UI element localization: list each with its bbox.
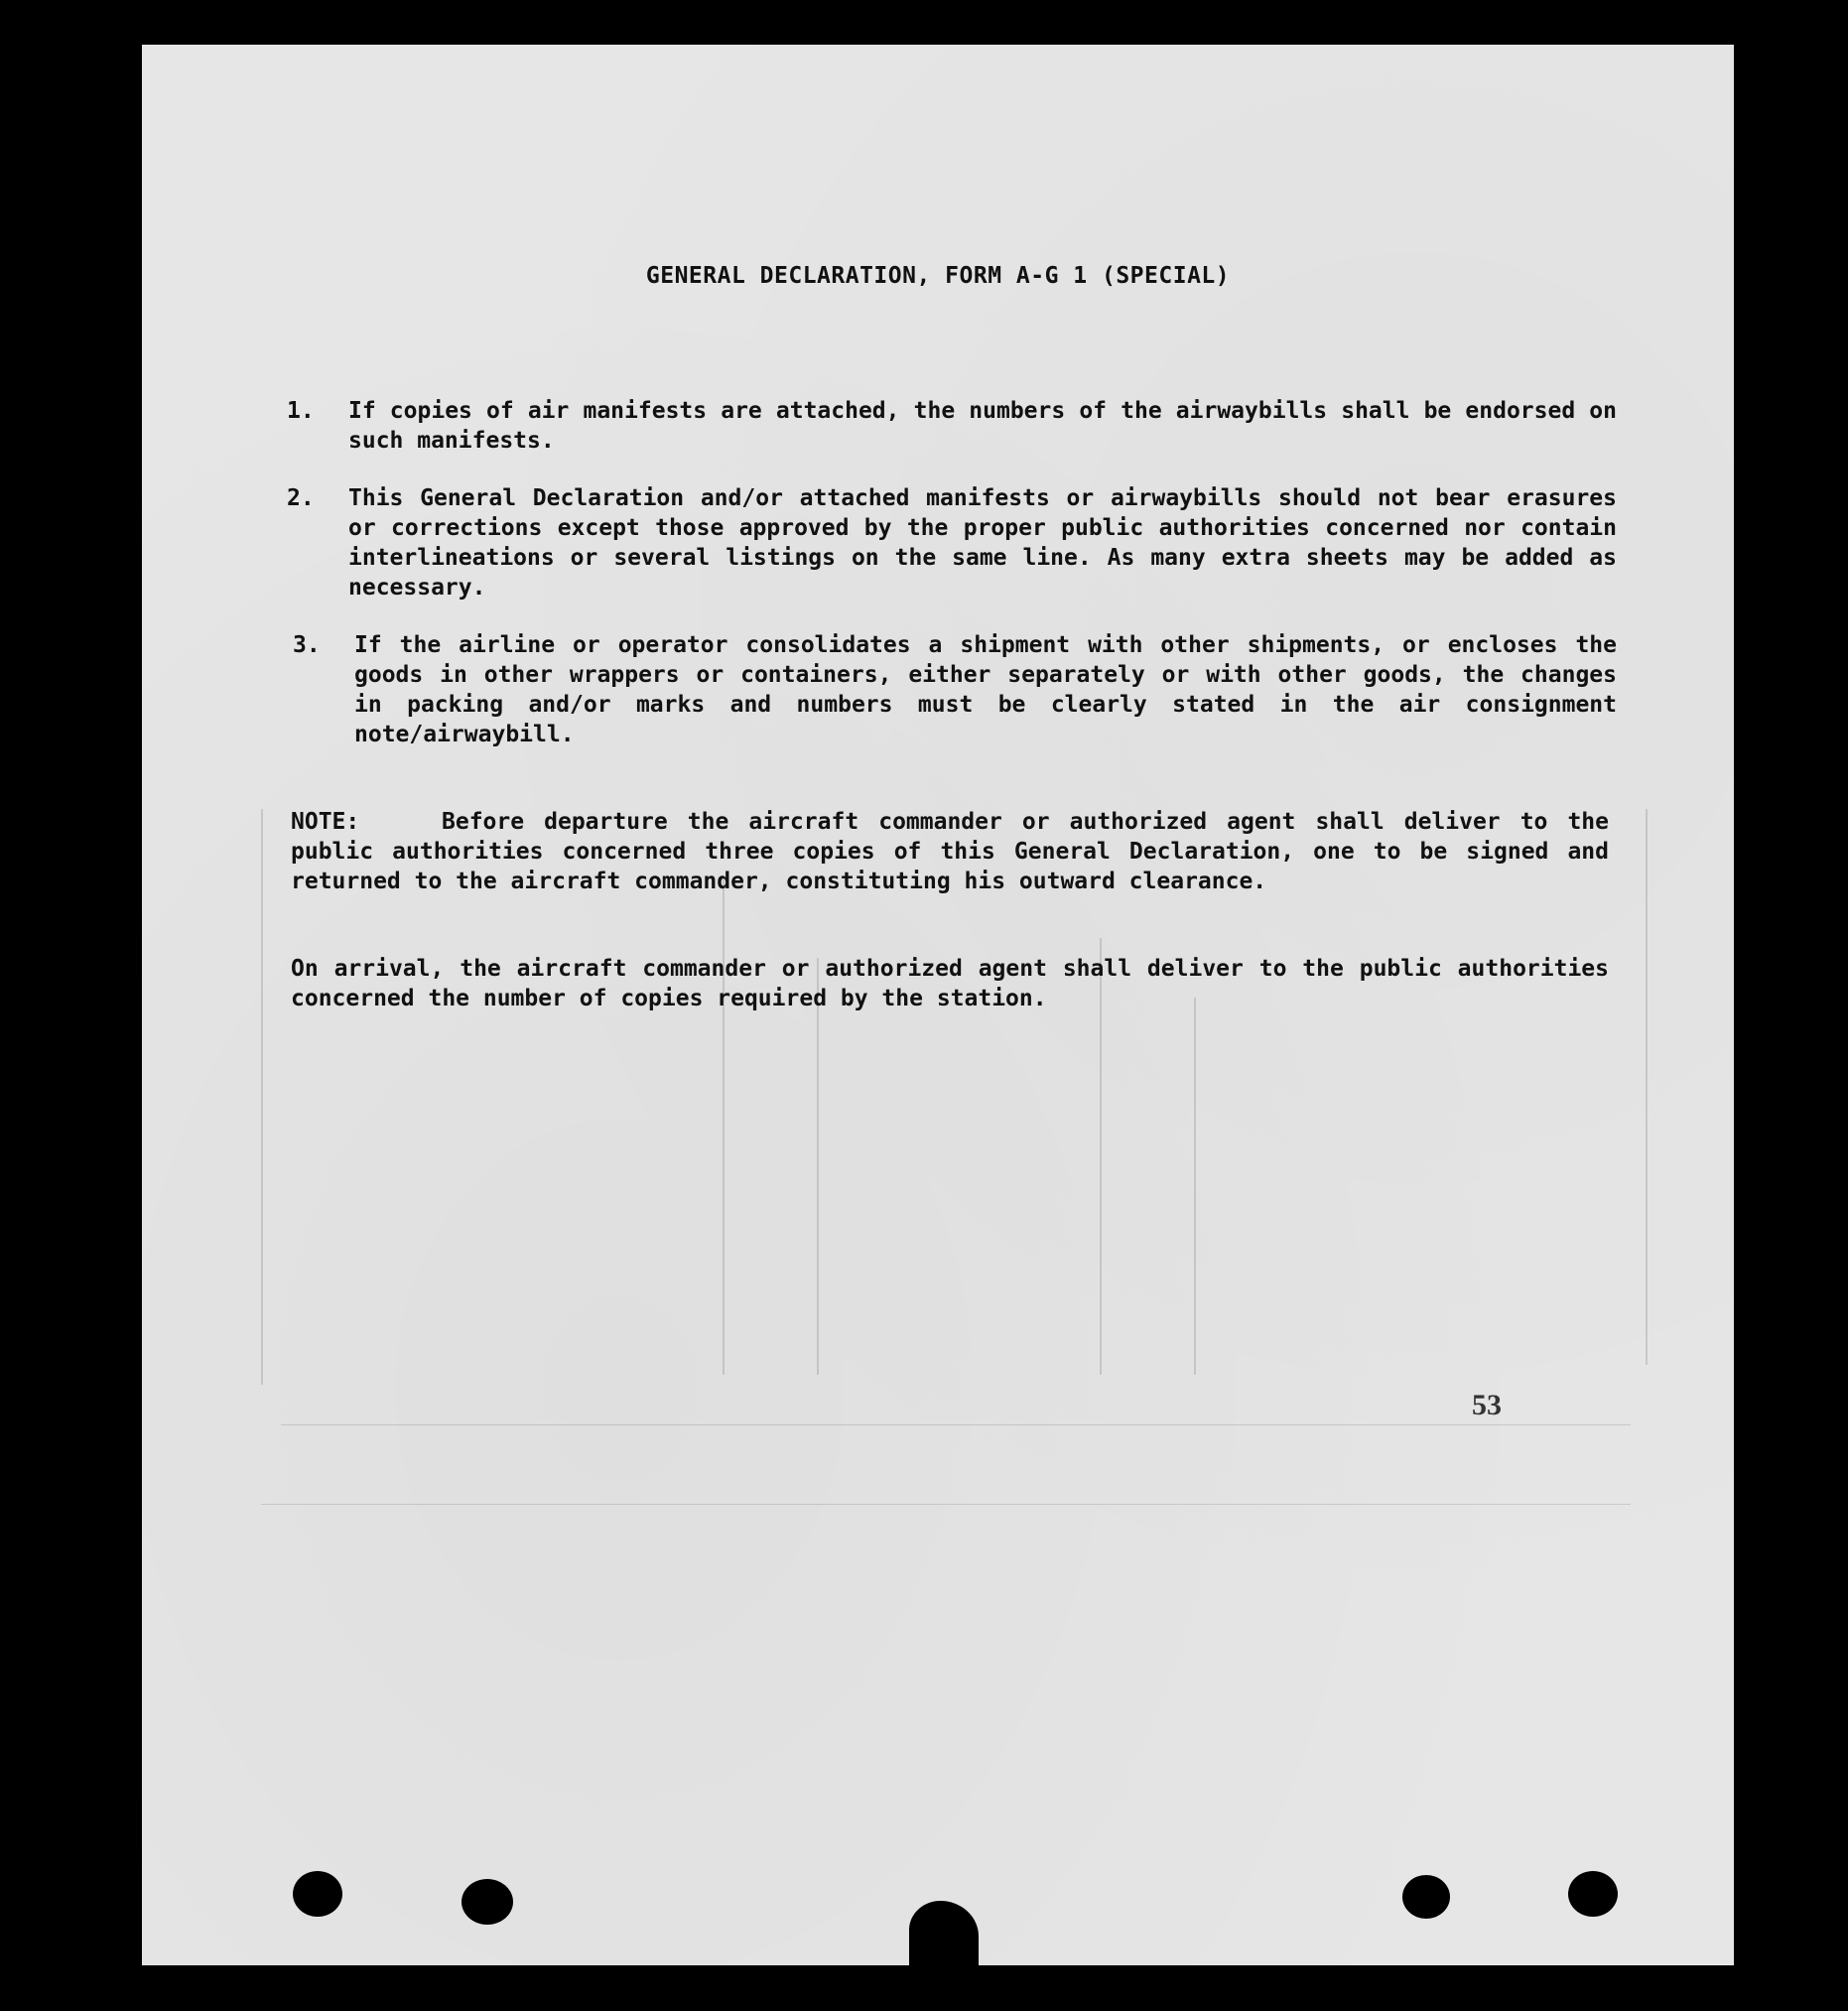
show-through-line [261, 1504, 1631, 1505]
show-through-line [281, 1424, 1631, 1425]
list-item-number: 2. [287, 485, 315, 511]
binder-hole [462, 1879, 513, 1925]
note-text: Before departure the aircraft commander or authorized agent shall deliver to the public authorities concerned three copies of this General Declaration, one to be signed and returned to the aircraft commander, constituting his outward clearance. [291, 809, 1609, 894]
show-through-line [817, 958, 819, 1375]
note-paragraph [291, 807, 1609, 896]
binder-hole [293, 1871, 342, 1917]
list-item-text: If copies of air manifests are attached, the numbers of the airwaybills shall be endorsed on such manifests. [348, 398, 1617, 454]
arrival-paragraph: On arrival, the aircraft commander or authorized agent shall deliver to the public authorities concerned the number of copies required by the station. [291, 956, 1609, 1011]
document-page [142, 45, 1734, 1965]
binder-hole [1568, 1871, 1618, 1917]
binder-hole [909, 1901, 979, 1965]
list-item [287, 396, 1617, 456]
page-title: GENERAL DECLARATION, FORM A-G 1 (SPECIAL) [645, 263, 1231, 289]
binder-hole [1402, 1875, 1450, 1919]
list-item [287, 630, 1617, 749]
show-through-line [261, 809, 263, 1385]
note-label: NOTE: [291, 809, 360, 835]
show-through-line [1646, 809, 1648, 1365]
list-item-text: This General Declaration and/or attached manifests or airwaybills should not bear erasures or corrections except those approved by the proper public authorities concerned nor contain interlineations or several listings on the same line. As many extra sheets may be added as necessary. [348, 485, 1617, 601]
page-mark: 53 [1472, 1389, 1502, 1421]
list-item-number: 3. [293, 632, 321, 658]
show-through-line [1194, 998, 1196, 1375]
list-item-number: 1. [287, 398, 315, 424]
show-through-line [723, 878, 725, 1375]
list-item-text: If the airline or operator consolidates a shipment with other shipments, or encloses the goods in other wrappers or containers, either separately or with other goods, the changes in packing and/or marks and numbers must be clearly stated in the air consignment note/airwaybill. [354, 632, 1617, 747]
list-item [287, 483, 1617, 603]
